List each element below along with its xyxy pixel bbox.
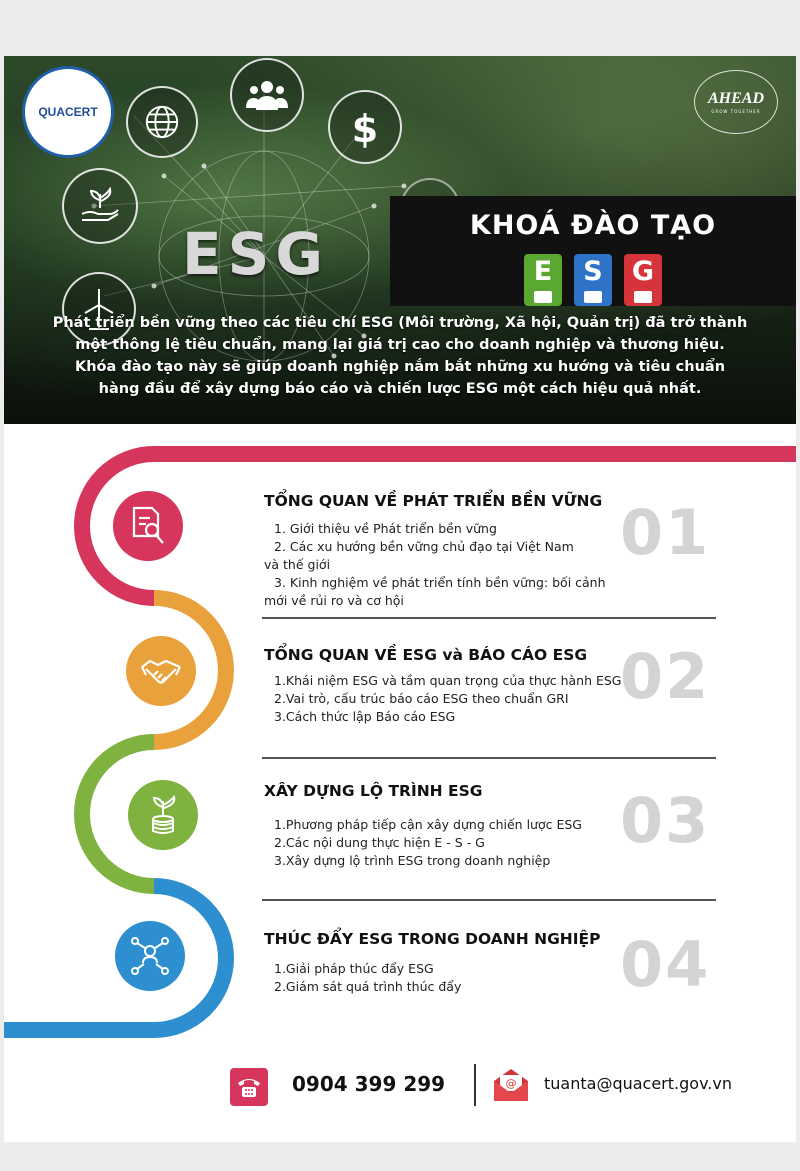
divider: [262, 617, 716, 619]
list-item: 3.Xây dựng lộ trình ESG trong doanh nghiệp: [274, 853, 551, 868]
section-3-items: [274, 816, 582, 870]
handshake-icon: [126, 636, 196, 706]
esg-big-text: ESG: [182, 220, 329, 288]
hero-banner: [4, 56, 796, 424]
list-item: và thế giới: [264, 557, 331, 572]
section-1-number: 01: [620, 496, 711, 569]
intro-paragraph: Phát triển bền vững theo các tiêu chí ESG (Môi trường, Xã hội, Quản trị) đã trở thành một thông lệ tiêu chuẩn, mang lại giá trị cao cho doanh nghiệp và thương hiệu. Khóa đào tạo này sẽ giúp doanh nghiệp nắm bắt những xu hướng và tiêu chuẩn hàng đầu để xây dựng báo cáo và chiến lược ESG một cách hiệu quả nhất.: [52, 315, 748, 397]
section-3-number: 03: [620, 784, 711, 857]
flyer-page: [4, 56, 796, 1142]
globe-icon: [126, 86, 198, 158]
contact-separator: [474, 1064, 476, 1106]
course-title-box: [390, 196, 796, 306]
people-icon: [230, 58, 304, 132]
divider: [262, 757, 716, 759]
list-item: 2.Giám sát quá trình thúc đẩy: [274, 979, 462, 994]
list-item: 2.Các nội dung thực hiện E - S - G: [274, 835, 485, 850]
section-1-title: TỔNG QUAN VỀ PHÁT TRIỂN BỀN VỮNG: [264, 492, 603, 510]
section-2-title: TỔNG QUAN VỀ ESG và BÁO CÁO ESG: [264, 646, 588, 664]
list-item: 1.Khái niệm ESG và tầm quan trọng của thực hành ESG: [274, 673, 622, 688]
course-title: KHOÁ ĐÀO TẠO: [469, 210, 717, 241]
section-4-title: THÚC ĐẨY ESG TRONG DOANH NGHIỆP: [264, 930, 601, 948]
section-4-items: [274, 960, 461, 996]
divider: [262, 899, 716, 901]
svg-text:$: $: [351, 107, 379, 149]
list-item: 2. Các xu hướng bền vững chủ đạo tại Việt Nam: [274, 539, 574, 554]
quacert-logo: QUACERT: [22, 66, 114, 158]
list-item: mới về rủi ro và cơ hội: [264, 593, 404, 608]
envelope-icon: [492, 1066, 530, 1104]
esg-block-g: G: [624, 254, 662, 306]
esg-block-e: E: [524, 254, 562, 306]
esg-block-s: S: [574, 254, 612, 306]
dollar-icon: [328, 90, 402, 164]
svg-text:@: @: [505, 1077, 517, 1090]
telephone-icon: [230, 1068, 268, 1106]
list-item: 3.Cách thức lập Báo cáo ESG: [274, 709, 456, 724]
plant-hand-icon: [62, 168, 138, 244]
network-people-icon: [115, 921, 185, 991]
list-item: 2.Vai trò, cấu trúc báo cáo ESG theo chuẩn GRI: [274, 691, 569, 706]
section-4-number: 04: [620, 928, 711, 1001]
list-item: 1. Giới thiệu về Phát triển bền vững: [274, 521, 497, 536]
section-3-title: XÂY DỰNG LỘ TRÌNH ESG: [264, 782, 483, 800]
list-item: 3. Kinh nghiệm về phát triển tính bền vững: bối cảnh: [274, 575, 606, 590]
section-2-number: 02: [620, 640, 711, 713]
list-item: 1.Giải pháp thúc đẩy ESG: [274, 961, 434, 976]
section-2-items: [274, 672, 622, 726]
document-search-icon: [113, 491, 183, 561]
list-item: 1.Phương pháp tiếp cận xây dựng chiến lược ESG: [274, 817, 582, 832]
email-address[interactable]: tuanta@quacert.gov.vn: [544, 1074, 732, 1093]
section-1-items: [264, 520, 606, 610]
ahead-logo: AHEAD GROW TOGETHER: [694, 70, 778, 134]
phone-number[interactable]: 0904 399 299: [292, 1072, 446, 1096]
plant-coins-icon: [128, 780, 198, 850]
